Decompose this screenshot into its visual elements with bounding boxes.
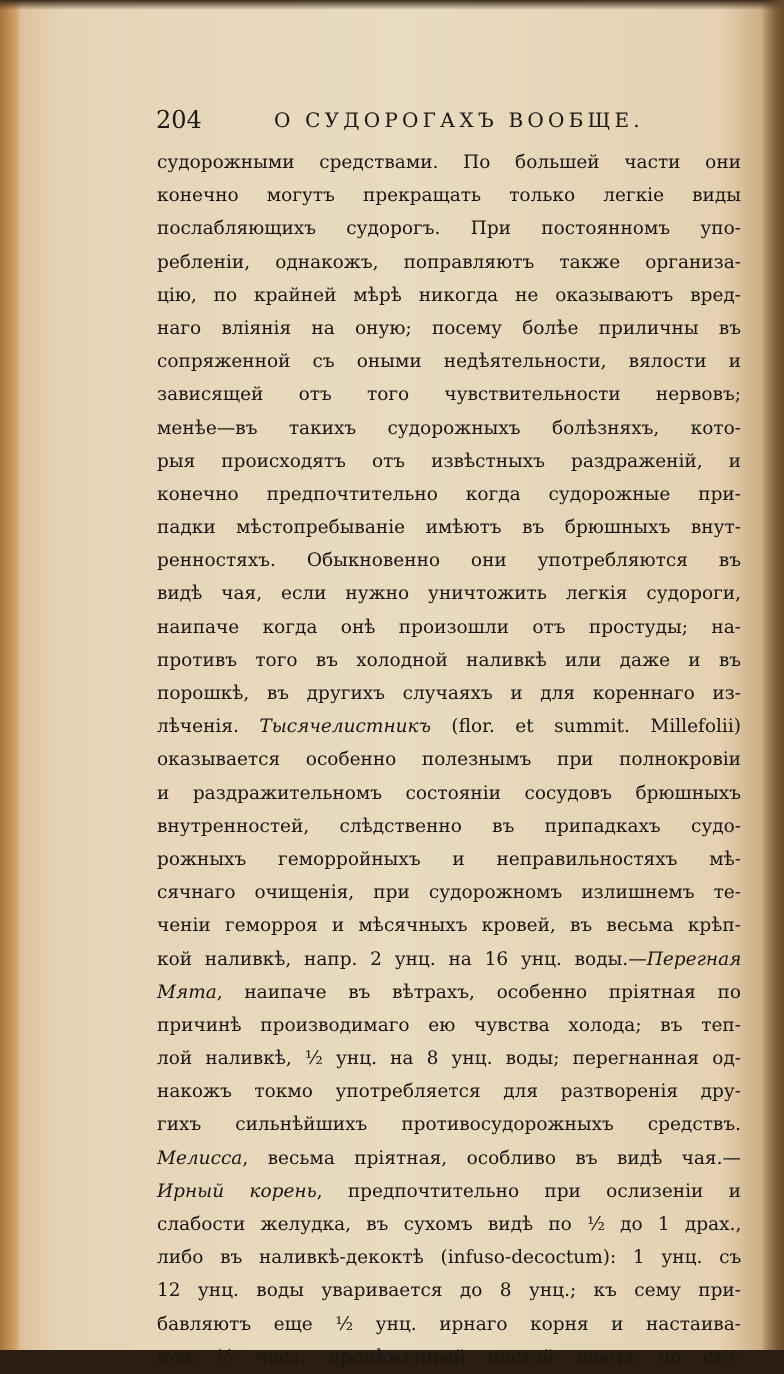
page-right-edge bbox=[762, 0, 784, 1350]
text-line bbox=[157, 743, 741, 776]
text-line bbox=[157, 212, 741, 245]
text-line bbox=[157, 1009, 741, 1042]
text-segment: бавляютъ еще ½ унц. ирнаго корня и настаива- bbox=[157, 1313, 741, 1335]
text-segment: ренностяхъ. Обыкновенно они употребляются въ bbox=[157, 550, 741, 572]
text-segment: судорожными средствами. По большей части они bbox=[157, 152, 741, 173]
text-line bbox=[157, 246, 741, 279]
text-segment: конечно предпочтительно когда судорожные при- bbox=[157, 483, 741, 505]
text-line bbox=[157, 611, 741, 644]
text-line bbox=[157, 710, 741, 743]
text-segment: либо въ наливкѣ-декоктѣ (infuso-decoctum): 1 унц. съ bbox=[157, 1247, 742, 1269]
text-segment: ютъ ½ часа; процѣженный настой даютъ по сто- bbox=[157, 1346, 741, 1368]
text-line bbox=[157, 644, 741, 677]
text-line bbox=[157, 876, 741, 909]
text-line bbox=[157, 445, 741, 478]
text-segment: ченіи геморроя и мѣсячныхъ кровей, въ весьма крѣп- bbox=[157, 915, 741, 937]
text-line bbox=[157, 1274, 741, 1307]
text-line bbox=[157, 677, 741, 710]
text-segment: , наипаче въ вѣтрахъ, особенно пріятная по bbox=[216, 981, 741, 1003]
text-line bbox=[157, 412, 741, 445]
italic-term: Мелисса bbox=[157, 1147, 243, 1169]
text-segment: гихъ сильнѣйшихъ противосудорожныхъ средствъ. bbox=[157, 1114, 741, 1136]
text-segment: противъ того въ холодной наливкѣ или даже и въ bbox=[157, 649, 742, 671]
text-segment: накожъ токмо употребляется для разтворенія дру- bbox=[157, 1081, 741, 1103]
text-segment: падки мѣстопребываніе имѣютъ въ брюшныхъ внут- bbox=[157, 517, 741, 539]
text-line bbox=[157, 976, 741, 1009]
italic-term: Ирный корень bbox=[157, 1180, 317, 1202]
text-line bbox=[157, 1142, 741, 1175]
text-segment: (flor. et summit. Millefolii) bbox=[430, 716, 741, 738]
text-line bbox=[157, 1241, 741, 1274]
text-segment: сопряженной съ оными недѣятельности, вялости и bbox=[157, 351, 741, 373]
text-line bbox=[157, 179, 741, 212]
text-segment: лѣченія. bbox=[157, 716, 260, 738]
text-segment: цію, по крайней мѣрѣ никогда не оказываютъ вред- bbox=[157, 284, 742, 306]
text-line bbox=[157, 909, 741, 942]
italic-term: Тысячелистникъ bbox=[259, 716, 431, 738]
text-line bbox=[157, 511, 741, 544]
text-line bbox=[157, 146, 741, 179]
text-segment: лой наливкѣ, ½ унц. на 8 унц. воды; перегнанная од- bbox=[157, 1048, 741, 1070]
text-segment: и раздражительномъ состояніи сосудовъ брюшныхъ bbox=[157, 782, 741, 804]
text-line bbox=[157, 478, 741, 511]
page-number: 204 bbox=[156, 106, 202, 134]
text-segment: , весьма пріятная, особливо въ видѣ чая.— bbox=[242, 1147, 741, 1169]
text-segment: внутренностей, слѣдственно въ припадкахъ судо- bbox=[157, 815, 741, 837]
text-line bbox=[157, 1175, 741, 1208]
text-line bbox=[157, 943, 741, 976]
text-segment: конечно могутъ прекращать только легкіе виды bbox=[157, 185, 741, 207]
text-segment: рожныхъ геморройныхъ и неправильностяхъ мѣ- bbox=[157, 848, 741, 870]
text-segment: наго вліянія на оную; посему болѣе приличны въ bbox=[157, 317, 741, 339]
text-segment: рыя происходятъ отъ извѣстныхъ раздраженій, и bbox=[157, 450, 741, 472]
text-segment: причинѣ производимаго ею чувства холода; въ теп- bbox=[157, 1014, 741, 1036]
page-header bbox=[156, 102, 740, 138]
text-segment: слабости желудка, въ сухомъ видѣ по ½ до 1 драх., bbox=[157, 1214, 742, 1235]
text-line bbox=[157, 345, 741, 378]
italic-term: Перегная bbox=[646, 948, 742, 970]
text-segment: , предпочтительно при ослизеніи и bbox=[316, 1180, 741, 1202]
text-segment: порошкѣ, въ другихъ случаяхъ и для кореннаго из- bbox=[157, 683, 741, 704]
text-line bbox=[157, 1042, 741, 1075]
text-segment: оказывается особенно полезнымъ при полнокровіи bbox=[157, 749, 741, 771]
text-line bbox=[157, 312, 741, 345]
text-segment: наипаче когда онѣ произошли отъ простуды; на- bbox=[157, 616, 741, 638]
text-line bbox=[157, 378, 741, 411]
text-segment: зависящей отъ того чувствительности нервовъ; bbox=[157, 384, 741, 406]
text-line bbox=[157, 1341, 741, 1374]
text-line bbox=[157, 279, 741, 312]
italic-term: Мята bbox=[157, 981, 217, 1003]
text-segment: сячнаго очищенія, при судорожномъ излишнемъ те- bbox=[157, 882, 741, 904]
text-segment: менѣе—въ такихъ судорожныхъ болѣзняхъ, кото- bbox=[157, 417, 741, 439]
text-line bbox=[157, 843, 741, 876]
text-line bbox=[157, 544, 741, 577]
text-segment: кой наливкѣ, напр. 2 унц. на 16 унц. воды.— bbox=[157, 948, 647, 970]
text-segment: 12 унц. воды уваривается до 8 унц.; къ сему при- bbox=[157, 1280, 741, 1302]
text-segment: видѣ чая, если нужно уничтожить легкія судороги, bbox=[157, 583, 741, 605]
text-line bbox=[157, 810, 741, 843]
text-line bbox=[157, 1208, 741, 1241]
body-text bbox=[157, 146, 741, 1374]
text-line bbox=[157, 577, 741, 610]
text-line bbox=[157, 1075, 741, 1108]
text-line bbox=[157, 1108, 741, 1141]
text-segment: послабляющихъ судорогъ. При постоянномъ упо- bbox=[157, 218, 741, 240]
text-line bbox=[157, 1308, 741, 1341]
book-spine-edge bbox=[0, 0, 20, 1350]
page-top-shadow bbox=[0, 0, 784, 10]
running-title: О СУДОРОГАХЪ ВООБЩЕ. bbox=[274, 108, 644, 132]
text-line bbox=[157, 777, 741, 810]
text-segment: ребленіи, однакожъ, поправляютъ также организа- bbox=[157, 251, 741, 273]
